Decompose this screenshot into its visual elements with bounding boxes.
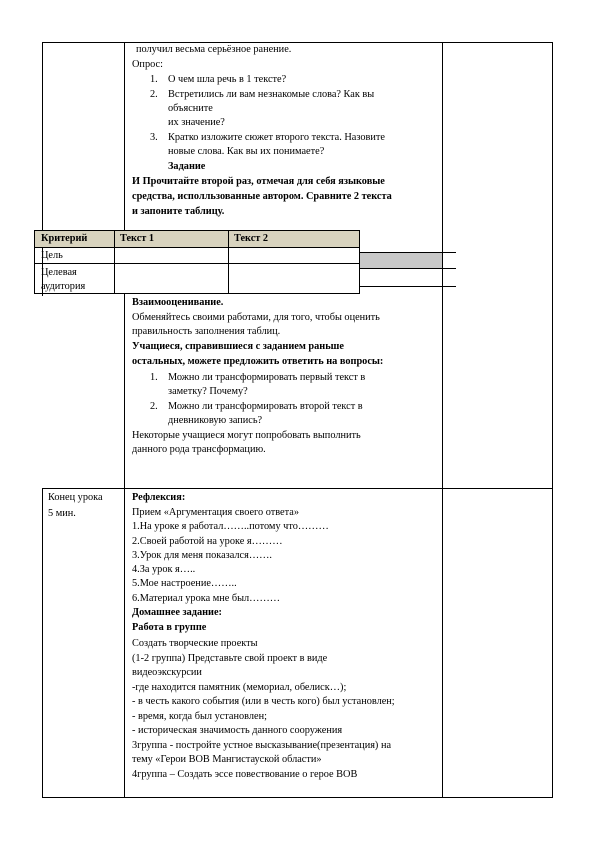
paragraph-line: данного рода трансформацию. <box>132 444 266 455</box>
task-text: И Прочитайте второй раз, отмечая для себя языковые <box>132 176 385 187</box>
reflection-line: 5.Мое настроение…….. <box>132 578 237 589</box>
opros-label: Опрос: <box>132 59 163 70</box>
reflection-line: 1.На уроке я работал……..потому что……… <box>132 521 329 532</box>
outer-table-col-divider <box>442 42 443 798</box>
stub-line <box>360 252 456 253</box>
project-line: (1-2 группа) Представьте свой проект в виде <box>132 653 328 664</box>
question-text: Встретились ли вам незнакомые слова? Как вы <box>168 89 375 100</box>
outer-table-left-border <box>42 488 43 798</box>
table-header-cell: Текст 2 <box>229 231 360 248</box>
outer-table-col-divider <box>124 293 125 798</box>
table-cell[interactable] <box>115 248 229 264</box>
reflection-line: Прием «Аргументация своего ответа» <box>132 507 299 518</box>
reflection-line: 4.За урок я….. <box>132 564 196 575</box>
project-line: - время, когда был установлен; <box>132 711 267 722</box>
table-header-cell: Критерий <box>35 231 115 248</box>
table-cell <box>35 264 115 294</box>
table-cell[interactable] <box>229 248 360 264</box>
outer-table-right-border <box>552 42 553 798</box>
table-cell[interactable] <box>115 264 229 294</box>
project-line: тему «Герои ВОВ Мангистауской области» <box>132 754 322 765</box>
task-heading: Задание <box>168 161 206 172</box>
stub-line <box>360 268 456 269</box>
intro-line: получил весьма серьёзное ранение. <box>136 44 292 55</box>
question-text: новые слова. Как вы их понимаете? <box>168 146 325 157</box>
comparison-table <box>34 230 360 294</box>
paragraph-line: правильность заполнения таблиц. <box>132 326 281 337</box>
question-text: их значение? <box>168 117 225 128</box>
paragraph-line: Обменяйтесь своими работами, для того, чтобы оценить <box>132 312 380 323</box>
reflection-line: 3.Урок для меня показался……. <box>132 550 272 561</box>
reflection-line: 6.Материал урока мне был……… <box>132 593 281 604</box>
question-number: 3. <box>150 132 158 143</box>
project-line: - историческая значимость данного сооружения <box>132 725 343 736</box>
paragraph-line: Некоторые учащиеся могут попробовать выполнить <box>132 430 361 441</box>
question-number: 1. <box>150 74 158 85</box>
peer-review-heading: Взаимооценивание. <box>132 297 224 308</box>
project-line: -где находится памятник (мемориал, обелиск…); <box>132 682 347 693</box>
question-text: объясните <box>168 103 213 114</box>
project-line: видеоэкскурсии <box>132 667 202 678</box>
question-text: О чем шла речь в 1 тексте? <box>168 74 287 85</box>
task-text: средства, исполльзованные автором. Сравните 2 текста <box>132 191 392 202</box>
bold-paragraph-line: Учащиеся, справившиеся с заданием раньше <box>132 341 344 352</box>
stub-line <box>360 286 456 287</box>
homework-heading: Домашнее задание: <box>132 607 222 618</box>
question-text: Можно ли трансформировать первый текст в <box>168 372 366 383</box>
question-text: Можно ли трансформировать второй текст в <box>168 401 363 412</box>
group-work-heading: Работа в группе <box>132 622 207 633</box>
lesson-stage-label: Конец урока <box>48 492 103 503</box>
lesson-stage-duration: 5 мин. <box>48 508 76 519</box>
cell-text: Целевая аудитория <box>41 267 86 292</box>
table-cell[interactable] <box>229 264 360 294</box>
reflection-line: 2.Своей работой на уроке я……… <box>132 536 283 547</box>
project-line: 3группа - постройте устное высказывание(презентация) на <box>132 740 392 751</box>
question-number: 2. <box>150 401 158 412</box>
outer-table-bottom-border <box>42 797 553 798</box>
question-number: 2. <box>150 89 158 100</box>
task-text: и запоните таблицу. <box>132 206 225 217</box>
question-text: заметку? Почему? <box>168 386 248 397</box>
outer-table-top-border <box>42 42 553 43</box>
question-text: дневниковую запись? <box>168 415 263 426</box>
reflection-heading: Рефлексия: <box>132 492 186 503</box>
table-cell: Цель <box>35 248 115 264</box>
question-number: 1. <box>150 372 158 383</box>
bold-paragraph-line: остальных, можете предложить ответить на вопросы: <box>132 356 384 367</box>
table-header-cell: Текст 1 <box>115 231 229 248</box>
stub-gray-fill <box>360 253 442 268</box>
outer-table-col-divider <box>124 42 125 230</box>
outer-table-row-divider <box>42 488 553 489</box>
project-line: 4группа – Создать эссе повествование о герое ВОВ <box>132 769 358 780</box>
project-line: Создать творческие проекты <box>132 638 258 649</box>
project-line: - в честь какого события (или в честь кого) был установлен; <box>132 696 395 707</box>
question-text: Кратко изложите сюжет второго текста. Назовите <box>168 132 385 143</box>
